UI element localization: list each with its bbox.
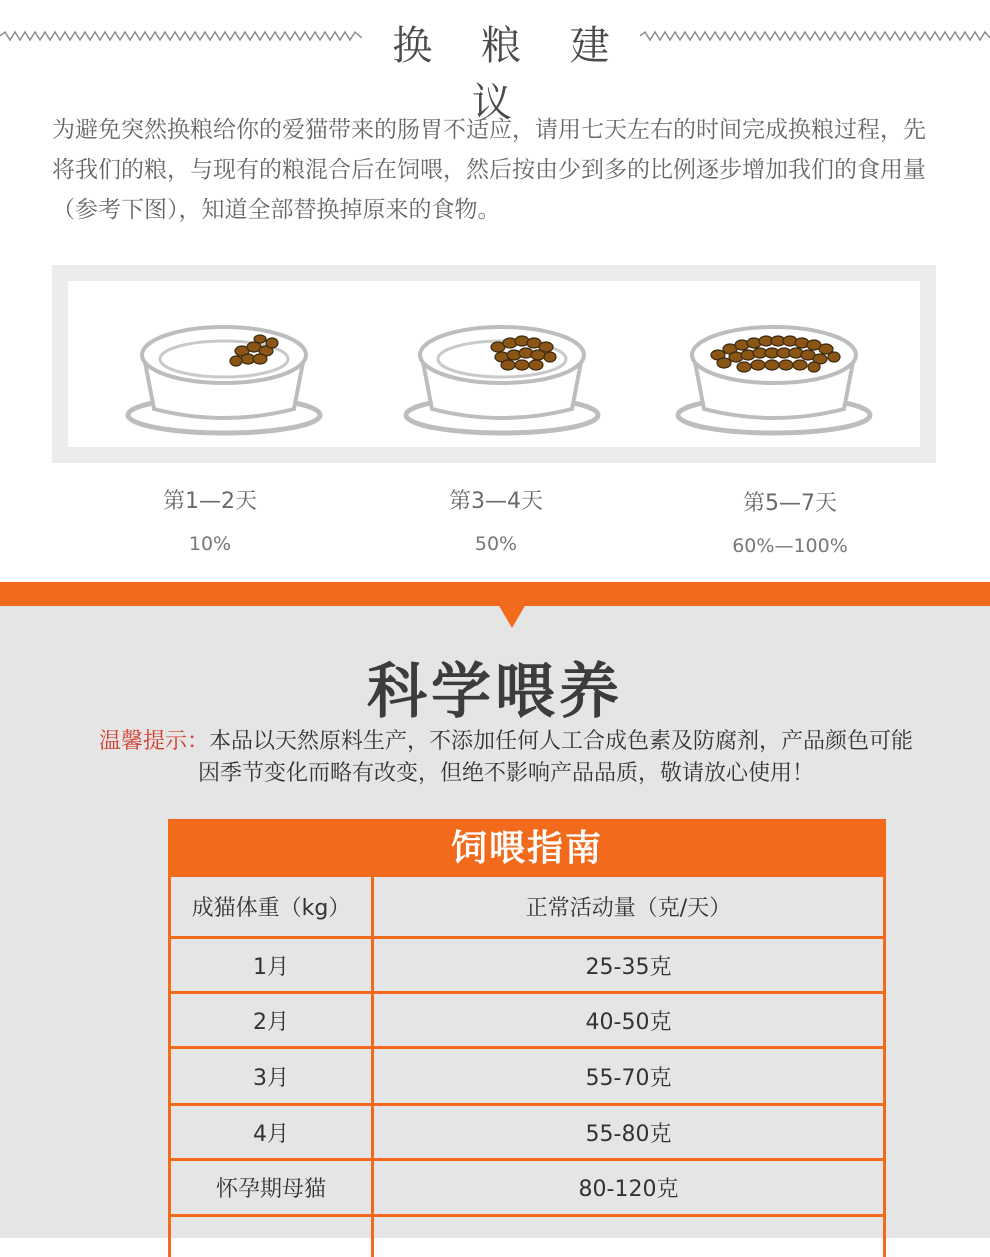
table-row: [171, 939, 883, 994]
stage-2-day: 第3—4天: [449, 489, 543, 514]
table-cell-weight: 怀孕期母猫: [171, 1161, 374, 1214]
table-cell-weight: 2月: [171, 994, 374, 1046]
stage-2-percent: 50%: [474, 533, 518, 555]
wavy-divider-right: [640, 28, 990, 44]
stage-1-caption: [100, 484, 320, 555]
table-row: [171, 1161, 883, 1217]
bowl-illustration-panel: [52, 265, 936, 463]
column-header-weight: 成猫体重（kg）: [171, 877, 374, 936]
table-cell-weight: 3月: [171, 1049, 374, 1103]
table-cell-amount: 40-50克: [585, 1009, 672, 1035]
orange-divider-band: [0, 582, 990, 606]
table-row: [171, 1049, 883, 1106]
table-row: [171, 1106, 883, 1161]
feeding-guide-title: 饲喂指南: [168, 819, 886, 877]
stage-3-day: 第5—7天: [743, 491, 837, 516]
intro-paragraph: 为避免突然换粮给你的爱猫带来的肠胃不适应，请用七天左右的时间完成换粮过程，先将我们的粮，与现有的粮混合后在饲喂，然后按由少到多的比例逐步增加我们的食用量（参考下图），知道全部替换掉原来的食物。: [52, 117, 926, 223]
stage-2-caption: [386, 484, 606, 555]
feed-switch-section: [0, 0, 990, 582]
table-row-partial: [171, 1217, 883, 1257]
column-header-amount: 正常活动量（克/天）: [525, 896, 732, 921]
notice-text: [96, 726, 916, 790]
wavy-divider-left: [0, 28, 362, 44]
feeding-guide-table: [168, 877, 886, 1257]
table-row: [171, 994, 883, 1049]
notice-tip-body: 本品以天然原料生产，不添加任何人工合成色素及防腐剂，产品颜色可能因季节变化而略有改变，但绝不影响产品品质，敬请放心使用！: [197, 729, 914, 786]
stage-3-percent: 60%—100%: [732, 535, 848, 557]
table-header-row: [171, 877, 883, 939]
page-title: 换 粮 建 议: [392, 23, 628, 126]
scientific-feeding-section: [0, 582, 990, 1238]
table-cell-weight: 1月: [171, 939, 374, 991]
section-title: 科学喂养: [367, 657, 623, 727]
stage-3-caption: [680, 486, 900, 557]
stage-1-day: 第1—2天: [163, 489, 257, 514]
notice-tip-label: 温馨提示：: [98, 729, 209, 754]
bowl-stage-1-icon: [124, 309, 324, 439]
bowl-stage-2-icon: [402, 309, 602, 439]
table-cell-amount: 80-120克: [578, 1177, 679, 1202]
table-cell-weight-empty: [171, 1217, 374, 1257]
table-cell-weight: 4月: [171, 1106, 374, 1158]
stage-1-percent: 10%: [188, 533, 232, 555]
table-cell-amount-empty: [374, 1217, 883, 1257]
divider-notch: [498, 604, 526, 628]
table-cell-amount: 55-70克: [585, 1065, 672, 1091]
table-cell-amount: 25-35克: [585, 954, 672, 980]
bowl-stage-3-icon: [674, 309, 874, 439]
table-cell-amount: 55-80克: [585, 1121, 672, 1147]
